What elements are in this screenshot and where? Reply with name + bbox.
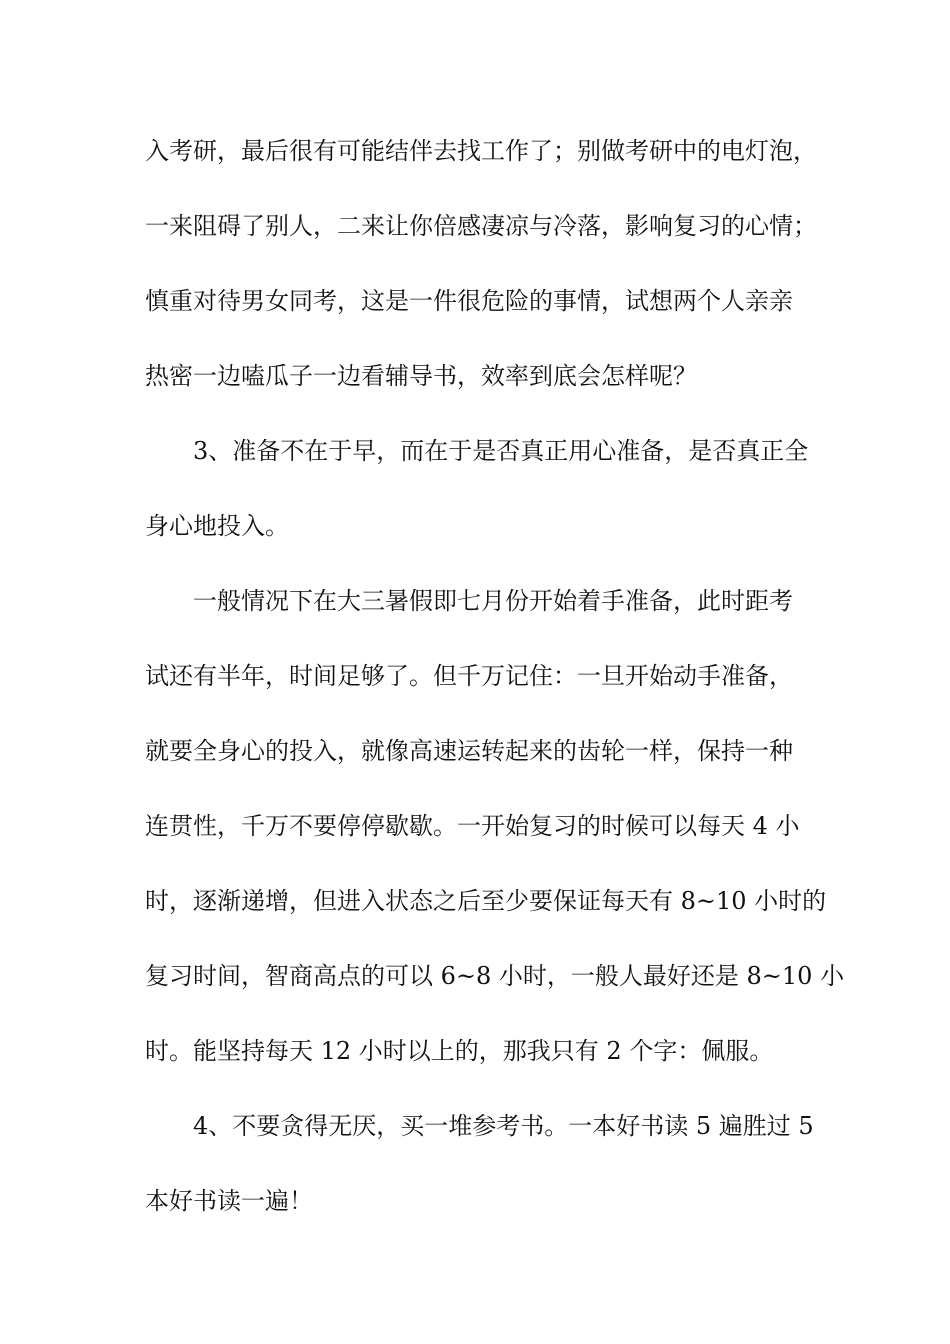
text-line: 连贯性，千万不要停停歇歇。一开始复习的时候可以每天 4 小 bbox=[145, 812, 800, 840]
text-line: 时。能坚持每天 12 小时以上的，那我只有 2 个字：佩服。 bbox=[145, 1037, 774, 1065]
text-line: 试还有半年，时间足够了。但千万记住：一旦开始动手准备， bbox=[145, 662, 793, 690]
text-line: 身心地投入。 bbox=[145, 512, 289, 540]
text-line: 本好书读一遍！ bbox=[145, 1187, 313, 1215]
text-line: 就要全身心的投入，就像高速运转起来的齿轮一样，保持一种 bbox=[145, 737, 793, 765]
text-line: 热密一边嗑瓜子一边看辅导书，效率到底会怎样呢？ bbox=[145, 362, 697, 390]
text-line: 慎重对待男女同考，这是一件很危险的事情，试想两个人亲亲 bbox=[145, 287, 793, 315]
text-line: 入考研，最后很有可能结伴去找工作了；别做考研中的电灯泡， bbox=[145, 137, 817, 165]
text-line: 一来阻碍了别人，二来让你倍感凄凉与冷落，影响复习的心情； bbox=[145, 212, 817, 240]
text-line: 复习时间，智商高点的可以 6~8 小时，一般人最好还是 8~10 小 bbox=[145, 962, 845, 990]
text-line: 时，逐渐递增，但进入状态之后至少要保证每天有 8~10 小时的 bbox=[145, 887, 827, 915]
paragraph-start-line: 4、不要贪得无厌，买一堆参考书。一本好书读 5 遍胜过 5 bbox=[193, 1112, 814, 1140]
paragraph-start-line: 3、准备不在于早，而在于是否真正用心准备，是否真正全 bbox=[193, 437, 809, 465]
paragraph-start-line: 一般情况下在大三暑假即七月份开始着手准备，此时距考 bbox=[193, 587, 793, 615]
